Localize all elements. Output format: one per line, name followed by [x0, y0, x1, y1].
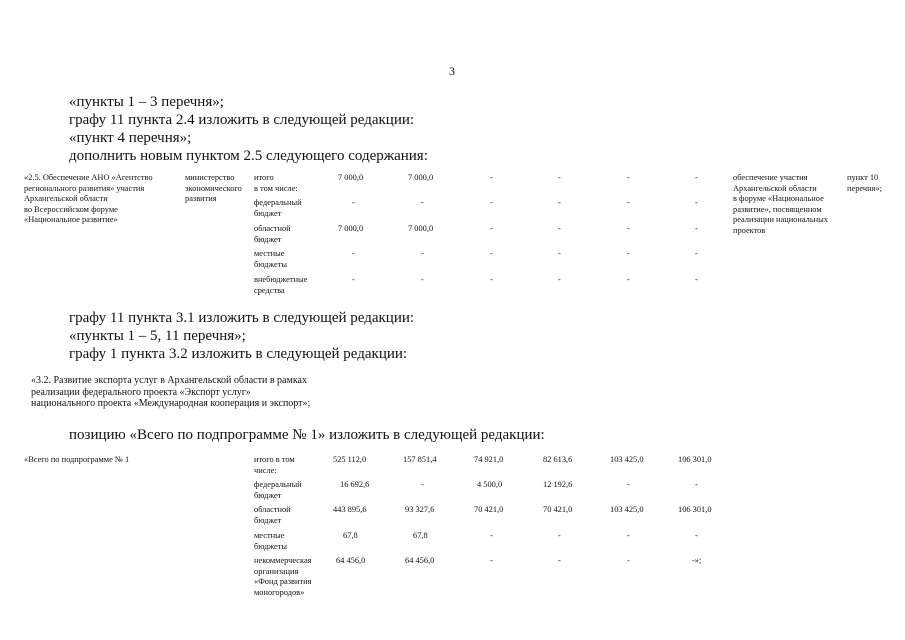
page-number: 3 — [449, 64, 455, 78]
amendment-text-2: графу 11 пункта 2.4 изложить в следующей редакции: — [69, 112, 415, 128]
executor-cell — [185, 173, 242, 205]
quote-line: национального проекта «Международная кооперация и экспорт»; — [31, 398, 311, 409]
item-name-line: «2.5. Обеспечение АНО «Агентство — [24, 173, 153, 182]
value-cell: 443 895,6 — [333, 505, 367, 514]
row-label: местные — [254, 249, 285, 258]
item-name-line: Архангельской области — [24, 194, 108, 203]
table-row — [254, 505, 291, 526]
row-label: числе: — [254, 465, 277, 475]
value-cell: 4 500,0 — [477, 480, 503, 489]
goal-cell — [733, 173, 828, 236]
value-cell: - — [558, 556, 561, 565]
goal-line: проектов — [733, 225, 766, 235]
total-name-cell: «Всего по подпрограмме № 1 — [24, 455, 130, 464]
value-cell: - — [558, 249, 561, 258]
value-cell: - — [695, 173, 698, 182]
value-cell: - — [490, 198, 493, 207]
row-label: итого в том — [254, 455, 295, 464]
value-cell: - — [558, 173, 561, 182]
value-cell: 67,8 — [343, 531, 358, 540]
value-cell: - — [695, 480, 698, 489]
value-cell: - — [352, 249, 355, 258]
value-cell: - — [558, 531, 561, 540]
value-cell: - — [490, 275, 493, 284]
row-label: федеральный — [254, 198, 302, 207]
amendment-text-3: «пункт 4 перечня»; — [69, 130, 192, 146]
row-label: бюджет — [254, 515, 282, 525]
row-label: федеральный — [254, 480, 302, 489]
table-row — [254, 480, 302, 501]
row-label: «Фонд развития — [254, 577, 312, 586]
value-cell: - — [558, 198, 561, 207]
item-name-line: регионального развития» участия — [24, 183, 145, 193]
row-label: местные — [254, 531, 285, 540]
reference-line: перечня»; — [847, 183, 882, 193]
value-cell: - — [695, 224, 698, 233]
row-label: организация — [254, 566, 299, 576]
row-label: некоммерческая — [254, 556, 312, 565]
amendment-text-7: графу 1 пункта 3.2 изложить в следующей редакции: — [69, 346, 408, 362]
row-label: внебюджетные — [254, 275, 308, 284]
value-cell: 70 421,0 — [474, 505, 504, 514]
amendment-text-1: «пункты 1 – 3 перечня»; — [69, 94, 224, 110]
table-row — [254, 198, 302, 219]
value-cell: 7 000,0 — [408, 224, 434, 233]
value-cell: - — [627, 224, 630, 233]
value-cell: 16 692,6 — [340, 480, 370, 489]
value-cell: 67,8 — [413, 531, 428, 540]
value-cell: - — [627, 531, 630, 540]
row-label: в том числе: — [254, 183, 298, 193]
value-cell: 106 301,0 — [678, 505, 712, 514]
row-label: бюджеты — [254, 259, 288, 269]
item-name-cell — [24, 173, 153, 226]
item-name-line: «Национальное развитие» — [24, 215, 118, 224]
quote-line: реализации федерального проекта «Экспорт услуг» — [31, 386, 251, 398]
value-cell: - — [421, 480, 424, 489]
row-label: областной — [254, 224, 291, 233]
amendment-text-4: дополнить новым пунктом 2.5 следующего содержания: — [69, 148, 428, 164]
value-cell: 103 425,0 — [610, 455, 644, 464]
value-cell: - — [627, 173, 630, 182]
value-cell: - — [490, 249, 493, 258]
quote-line: «3.2. Развитие экспорта услуг в Архангельской области в рамках — [31, 375, 307, 386]
goal-line: обеспечение участия — [733, 173, 808, 182]
value-cell: 103 425,0 — [610, 505, 644, 514]
value-cell: - — [627, 275, 630, 284]
value-cell: - — [421, 198, 424, 207]
row-label: итого — [254, 173, 274, 182]
table-row — [254, 275, 307, 296]
value-cell: 12 192,6 — [543, 480, 573, 489]
reference-line: пункт 10 — [847, 173, 879, 182]
value-cell: - — [695, 198, 698, 207]
table-row — [254, 531, 287, 552]
value-cell: 525 112,0 — [333, 455, 367, 464]
value-cell: 74 921,0 — [474, 455, 504, 464]
amendment-text-5: графу 11 пункта 3.1 изложить в следующей редакции: — [69, 310, 415, 326]
row-label: бюджет — [254, 234, 282, 244]
value-cell: - — [421, 249, 424, 258]
value-cell: - — [490, 224, 493, 233]
table-row — [254, 173, 298, 194]
value-cell: 64 456,0 — [336, 556, 366, 565]
value-cell: 7 000,0 — [338, 224, 364, 233]
value-cell: - — [490, 556, 493, 565]
value-cell: 157 851,4 — [403, 455, 437, 464]
value-cell: - — [627, 249, 630, 258]
quote-3-2 — [31, 375, 310, 410]
value-cell: - — [558, 224, 561, 233]
goal-line: реализации национальных — [733, 215, 828, 224]
row-label: областной — [254, 505, 291, 514]
table-row — [254, 249, 287, 270]
row-label: моногородов» — [254, 587, 305, 597]
goal-line: в форуме «Национальное — [733, 194, 824, 203]
value-cell: - — [558, 275, 561, 284]
value-cell: - — [695, 275, 698, 284]
value-cell: - — [695, 249, 698, 258]
row-label: бюджет — [254, 208, 282, 218]
goal-line: развитие», посвященном — [733, 204, 822, 214]
value-cell: 7 000,0 — [408, 173, 434, 182]
value-cell: 7 000,0 — [338, 173, 364, 182]
executor-line: экономического — [185, 183, 242, 193]
value-cell: 70 421,0 — [543, 505, 573, 514]
value-cell: 93 327,6 — [405, 505, 435, 514]
value-cell: - — [627, 480, 630, 489]
value-cell: 106 301,0 — [678, 455, 712, 464]
value-cell: - — [490, 531, 493, 540]
value-cell: - — [352, 198, 355, 207]
goal-line: Архангельской области — [733, 183, 817, 193]
table-row — [254, 224, 291, 245]
amendment-text-8: позицию «Всего по подпрограмме № 1» изложить в следующей редакции: — [69, 427, 545, 443]
table-row — [254, 556, 312, 598]
item-name-line: во Всероссийском форуме — [24, 204, 118, 214]
value-cell: -»; — [692, 556, 702, 565]
value-cell: - — [352, 275, 355, 284]
value-cell: - — [627, 556, 630, 565]
value-cell: - — [695, 531, 698, 540]
executor-line: министерство — [185, 173, 235, 182]
value-cell: 64 456,0 — [405, 556, 435, 565]
row-label: средства — [254, 285, 285, 295]
table-row — [254, 455, 295, 476]
reference-cell — [847, 173, 882, 194]
amendment-text-6: «пункты 1 – 5, 11 перечня»; — [69, 328, 246, 344]
value-cell: - — [627, 198, 630, 207]
value-cell: - — [421, 275, 424, 284]
value-cell: - — [490, 173, 493, 182]
executor-line: развития — [185, 194, 217, 203]
row-label: бюджеты — [254, 541, 288, 551]
row-label: бюджет — [254, 490, 282, 500]
value-cell: 82 613,6 — [543, 455, 573, 464]
